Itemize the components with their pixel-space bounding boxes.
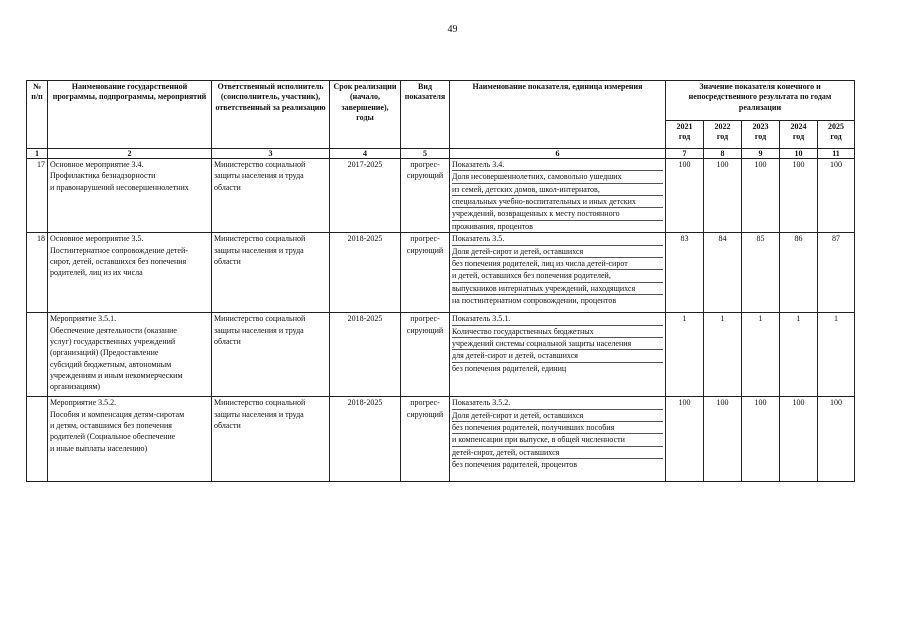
indicator-line: Показатель 3.5.2. [452,397,663,409]
measure-name-line: (организаций) (Предоставление [50,348,159,358]
indicator-line: Количество государственных бюджетных [452,326,663,338]
indicator-value: 100 [666,159,704,233]
measure-name-cell [48,233,212,313]
column-number: 1 [27,149,48,159]
indicators-table [26,80,855,482]
header-year-unit: год [754,132,767,142]
responsible-cell [212,313,330,397]
table-row [27,233,855,313]
indicator-value: 100 [780,159,818,233]
indicator-value: 83 [666,233,704,313]
measure-name-line: Основное мероприятие 3.4. [50,160,144,169]
indicator-value: 1 [742,313,780,397]
header-year-unit: год [792,132,805,142]
column-number: 11 [818,149,855,159]
column-number: 6 [450,149,666,159]
measure-name-line: и иные выплаты населению) [50,443,148,453]
measure-name-line: Постинтернатное сопровождение детей- [50,245,188,255]
measure-name-line: Пособия и компенсация детям-сиротам [50,409,185,419]
indicator-value: 100 [704,159,742,233]
header-year-value: 2024 [790,122,807,131]
measure-name-line: сирот, детей, оставшихся без попечения [50,256,187,266]
table-row [27,397,855,482]
indicator-line: выпускников интернатных учреждений, находящихся [452,283,663,295]
measure-name-line: Профилактика безнадзорности [50,171,156,181]
indicator-value: 100 [704,397,742,482]
indicator-value: 100 [742,397,780,482]
column-number: 5 [401,149,450,159]
responsible-line: области [214,256,241,266]
responsible-line: области [214,182,241,192]
header-year-unit: год [716,132,729,142]
indicator-line: без попечения родителей, лиц из числа детей-сирот [452,258,663,270]
indicator-type-line: сирующий [406,325,444,335]
indicator-type-line: сирующий [406,409,444,419]
measure-name-line: и детям, оставшимся без попечения [50,420,172,430]
indicator-line: учреждений системы социальной защиты населения [452,338,663,350]
responsible-line: защиты населения и труда [214,325,304,335]
page-number: 49 [447,24,458,35]
header-year-value: 2022 [714,122,731,131]
measure-name-line: Мероприятие 3.5.1. [50,314,117,324]
measure-name-cell [48,159,212,233]
table-row [27,313,855,397]
indicator-line: проживания, процентов [452,221,533,231]
responsible-line: Министерство социальной [214,234,306,244]
header-year-value: 2025 [828,122,845,131]
indicator-value: 100 [742,159,780,233]
header-year [780,121,818,149]
column-number: 3 [212,149,330,159]
measure-name-line: услуг) государственных учреждений [50,336,176,346]
measure-name-cell [48,397,212,482]
column-number: 8 [704,149,742,159]
responsible-line: области [214,420,241,430]
table-body [27,159,855,482]
responsible-line: защиты населения и труда [214,245,304,255]
measure-name-line: родителей (Социальное обеспечение [50,432,176,442]
responsible-line: Министерство социальной [214,160,306,169]
row-number: 17 [27,159,48,233]
indicator-line: без попечения родителей, получивших пособия [452,422,663,434]
column-number: 2 [48,149,212,159]
column-number: 7 [666,149,704,159]
indicator-line: Доля детей-сирот и детей, оставшихся [452,246,663,258]
indicator-line: для детей-сирот и детей, оставшихся [452,350,663,362]
indicator-value: 1 [780,313,818,397]
measure-name-line: субсидий бюджетным, автономным [50,359,172,369]
term-cell: 2018-2025 [330,313,401,397]
measure-name-line: и правонарушений несовершеннолетних [50,182,189,192]
indicator-value: 86 [780,233,818,313]
indicator-line: Доля несовершеннолетних, самовольно ушедших [452,171,663,183]
header-indicator: Наименование показателя, единица измерения [450,81,666,149]
indicator-type-cell [401,233,450,313]
header-year-value: 2023 [752,122,769,131]
header-year-value: 2021 [676,122,693,131]
table-row [27,159,855,233]
header-responsible: Ответственный исполнитель (соисполнитель, участник), ответственный за реализацию [212,81,330,149]
indicator-line: детей-сирот, детей, оставшихся [452,447,663,459]
measure-name-line: Мероприятие 3.5.2. [50,398,117,408]
header-year [666,121,704,149]
indicator-type-line: прогрес- [410,314,440,324]
responsible-cell [212,233,330,313]
measure-name-line: Обеспечение деятельности (оказание [50,325,177,335]
responsible-line: области [214,336,241,346]
indicator-value: 85 [742,233,780,313]
column-number: 4 [330,149,401,159]
indicator-value: 1 [666,313,704,397]
indicator-type-line: прогрес- [410,160,440,169]
header-name: Наименование государственной программы, подпрограммы, мероприятий [48,81,212,149]
indicator-value: 100 [818,159,855,233]
responsible-cell [212,159,330,233]
responsible-line: Министерство социальной [214,398,306,408]
header-numbers-row [27,149,855,159]
responsible-line: Министерство социальной [214,314,306,324]
indicator-value: 100 [818,397,855,482]
indicator-line: Показатель 3.4. [452,159,663,171]
indicator-line: и детей, оставшихся без попечения родителей, [452,270,663,282]
indicator-line: без попечения родителей, единиц [452,363,567,373]
indicator-value: 100 [780,397,818,482]
column-number: 9 [742,149,780,159]
responsible-cell [212,397,330,482]
term-cell: 2017-2025 [330,159,401,233]
measure-name-line: Основное мероприятие 3.5. [50,234,144,244]
indicator-cell [450,397,666,482]
indicator-type-cell [401,313,450,397]
header-year-unit: год [678,132,691,142]
responsible-line: защиты населения и труда [214,409,304,419]
indicator-line: Показатель 3.5. [452,233,663,245]
indicator-value: 87 [818,233,855,313]
indicator-type-cell [401,159,450,233]
indicator-value: 100 [666,397,704,482]
header-term: Срок реализации (начало, завершение), годы [330,81,401,149]
indicator-cell [450,233,666,313]
measure-name-cell [48,313,212,397]
column-number: 10 [780,149,818,159]
indicator-line: из семей, детских домов, школ-интернатов, [452,184,663,196]
measure-name-line: родителей, лиц из их числа [50,268,143,278]
header-type: Вид показателя [401,81,450,149]
header-year [818,121,855,149]
indicator-line: без попечения родителей, процентов [452,459,578,469]
indicator-line: и компенсации при выпуске, в общей численности [452,434,663,446]
header-year-unit: год [830,132,842,142]
measure-name-line: учреждениям и иным некоммерческим [50,370,183,380]
indicator-cell [450,159,666,233]
indicator-cell [450,313,666,397]
indicator-type-line: прогрес- [410,234,440,244]
indicator-value: 1 [818,313,855,397]
indicator-line: специальных учебно-воспитательных и иных детских [452,196,663,208]
row-number [27,397,48,482]
measure-name-line: организациям) [50,382,101,392]
indicator-value: 1 [704,313,742,397]
indicator-value: 84 [704,233,742,313]
row-number: 18 [27,233,48,313]
indicator-line: Доля детей-сирот и детей, оставшихся [452,410,663,422]
term-cell: 2018-2025 [330,397,401,482]
indicator-type-line: прогрес- [410,398,440,408]
header-year [742,121,780,149]
responsible-line: защиты населения и труда [214,171,304,181]
term-cell: 2018-2025 [330,233,401,313]
indicator-type-line: сирующий [406,245,444,255]
header-values: Значение показателя конечного и непосредственного результата по годам реализации [666,81,855,121]
indicator-line: Показатель 3.5.1. [452,313,663,325]
indicator-type-cell [401,397,450,482]
header-num: № п/п [27,81,48,149]
header-year [704,121,742,149]
indicator-type-line: сирующий [406,171,444,181]
indicator-line: учреждений, возвращенных к месту постоянного [452,208,663,220]
indicator-line: на постинтернатном сопровождении, процентов [452,295,617,305]
row-number [27,313,48,397]
